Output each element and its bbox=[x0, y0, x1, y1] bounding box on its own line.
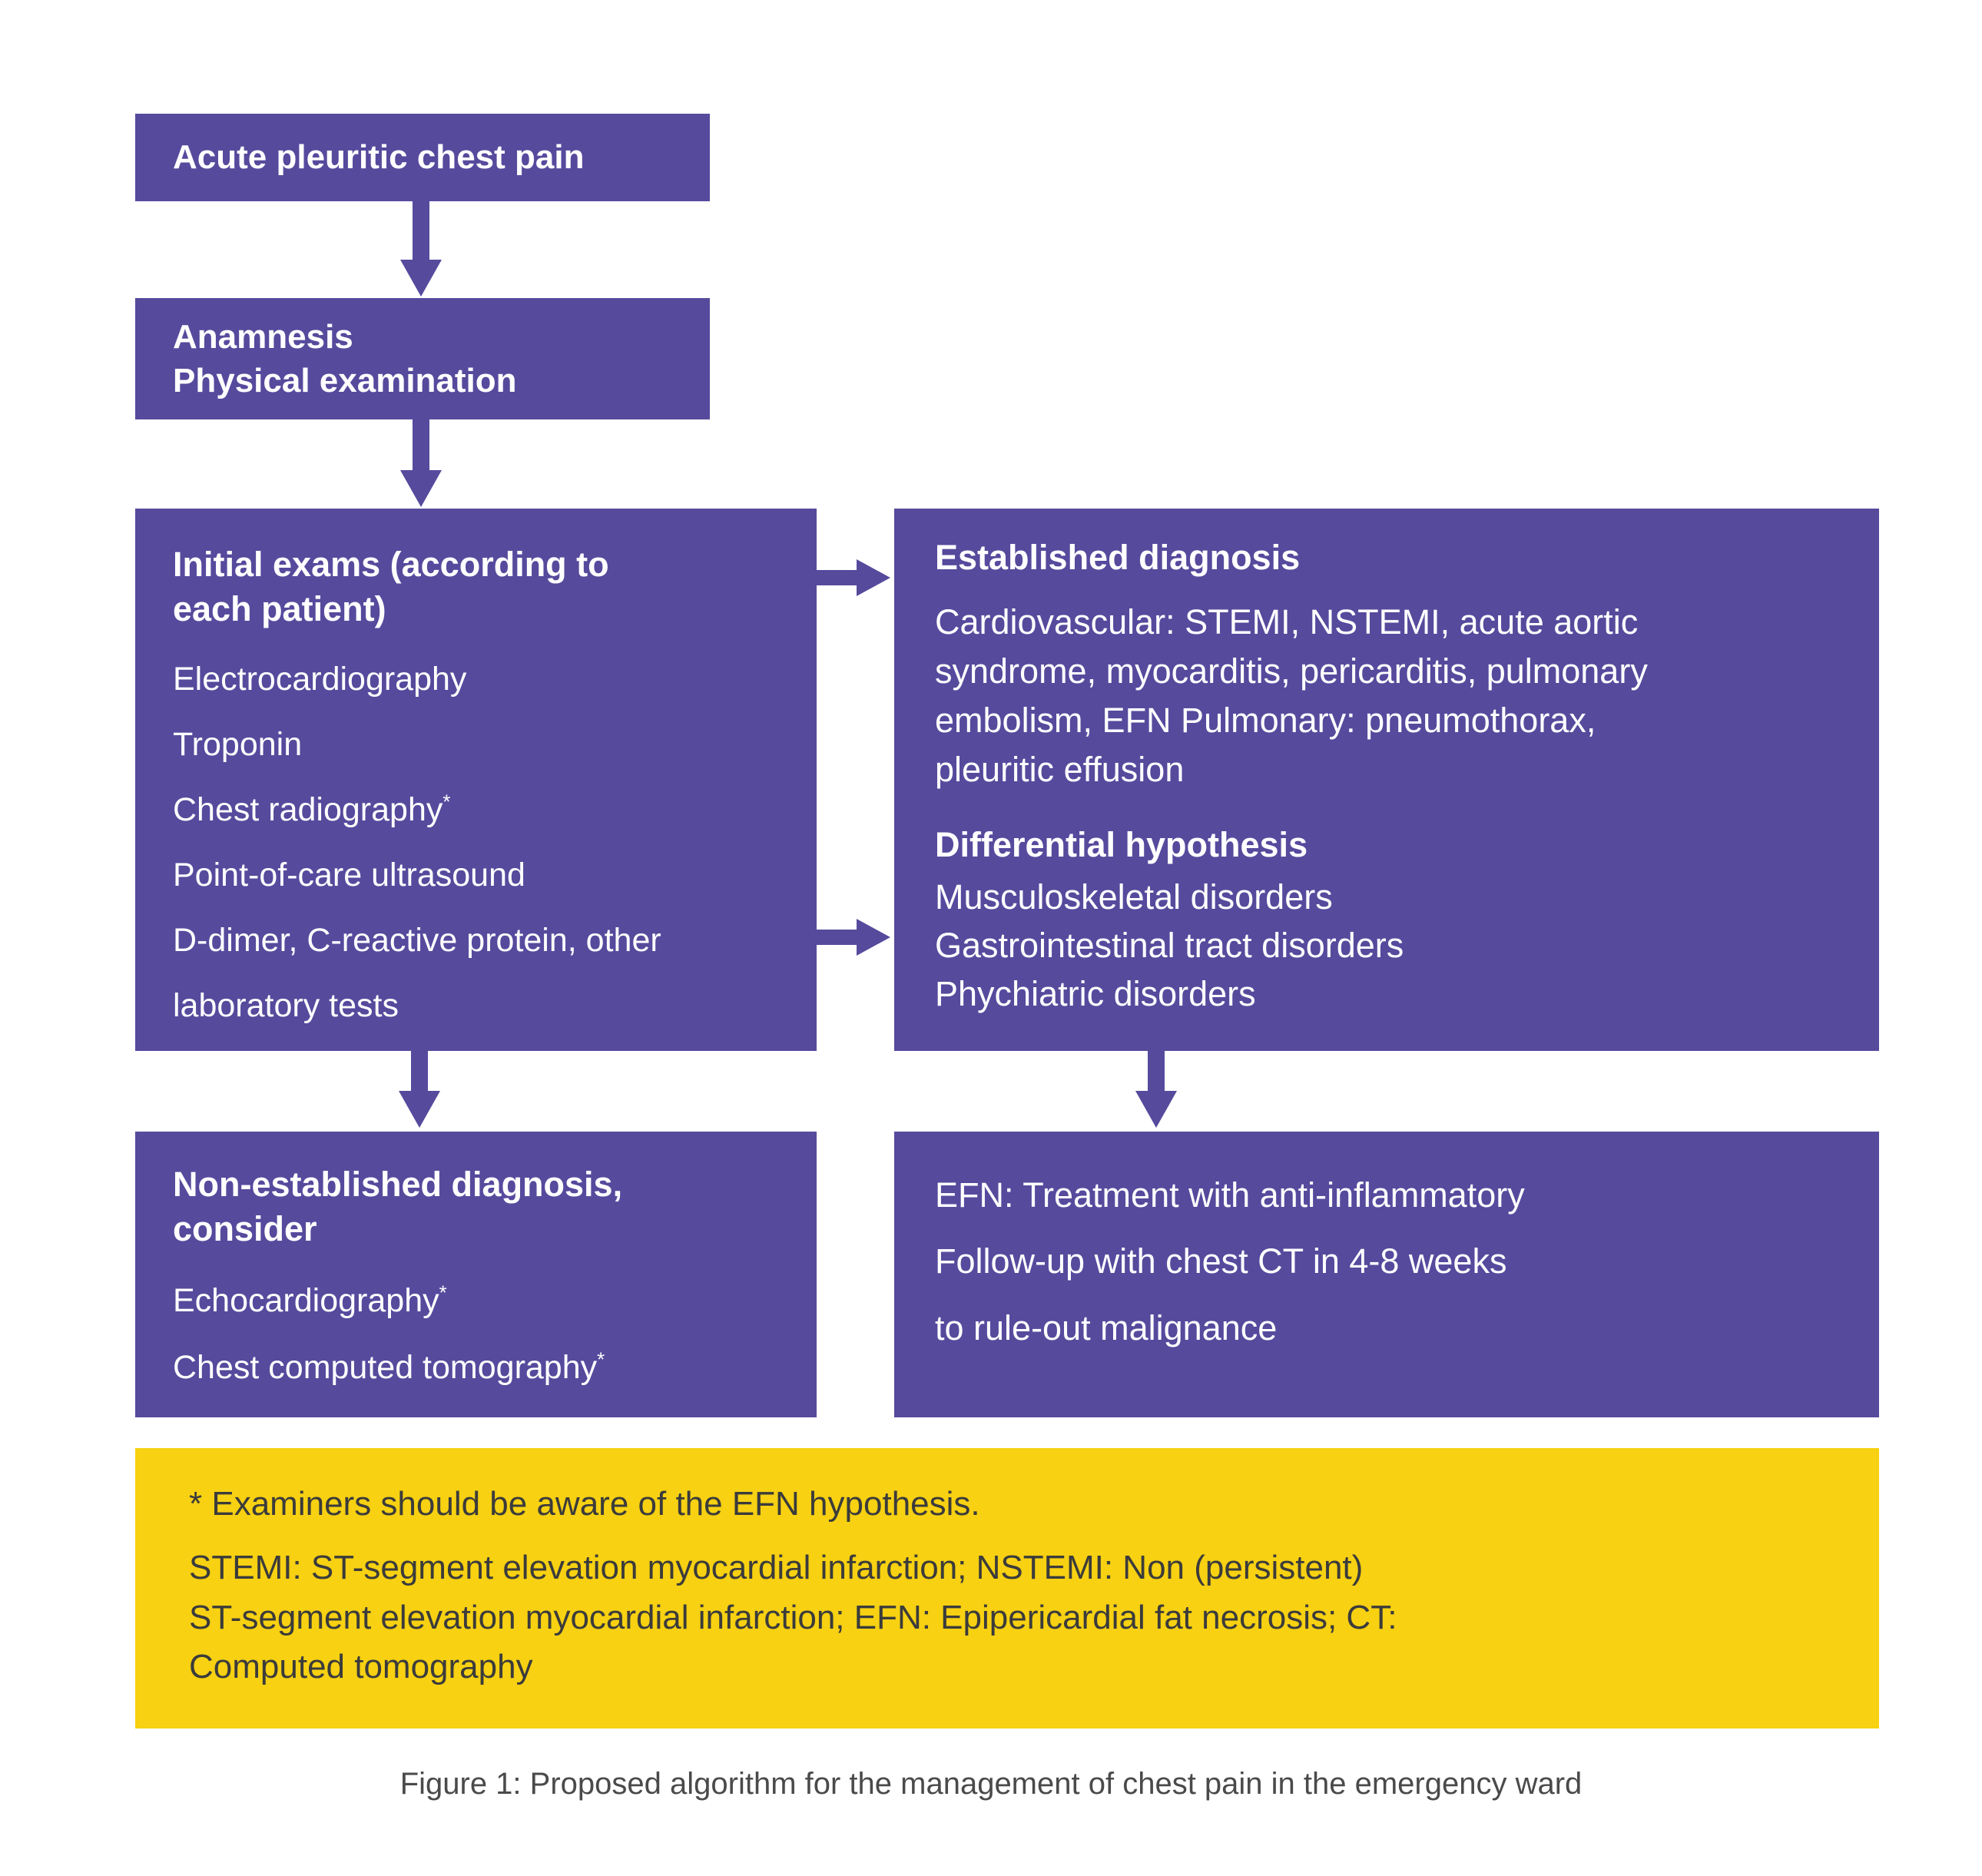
exam-item-pocus: Point-of-care ultrasound bbox=[173, 857, 525, 894]
arrow-head bbox=[400, 470, 442, 507]
exam-item-troponin: Troponin bbox=[173, 726, 303, 764]
differential-item-gastrointestinal: Gastrointestinal tract disorders bbox=[935, 925, 1404, 965]
exam-item-ddimer: D-dimer, C-reactive protein, other bbox=[173, 922, 661, 960]
arrow-stem bbox=[411, 1051, 428, 1091]
footnote-abbreviations: STEMI: ST-segment elevation myocardial infarction; NSTEMI: Non (persistent) ST-segment elevation myocardial infarction; EFN: Epipericardial fat necrosis; CT: Computed tomography bbox=[189, 1549, 1397, 1686]
arrow-head bbox=[857, 559, 890, 596]
arrow-head bbox=[857, 919, 890, 956]
down-arrow-anamnesis-to-exams-icon bbox=[400, 419, 442, 507]
arrow-head bbox=[1135, 1091, 1177, 1128]
differential-item-musculoskeletal: Musculoskeletal disorders bbox=[935, 877, 1333, 916]
consider-item-chest-ct: Chest computed tomography* bbox=[173, 1349, 605, 1387]
differential-heading: Differential hypothesis bbox=[935, 824, 1308, 864]
arrow-stem bbox=[413, 419, 429, 470]
anamnesis-line: Anamnesis bbox=[173, 317, 353, 356]
efn-ruleout-line: to rule-out malignance bbox=[935, 1308, 1278, 1347]
box-efn-treatment bbox=[894, 1132, 1879, 1417]
exam-item-chest-radiography: Chest radiography* bbox=[173, 791, 451, 829]
box-initial-exams bbox=[135, 509, 817, 1051]
arrow-stem bbox=[1148, 1051, 1165, 1091]
box-acute-label: Acute pleuritic chest pain bbox=[173, 138, 585, 176]
box-anamnesis-physical-exam bbox=[135, 298, 710, 419]
down-arrow-established-to-efn-icon bbox=[1135, 1051, 1177, 1128]
box-established-diagnosis bbox=[894, 509, 1879, 1051]
box-non-established-diagnosis bbox=[135, 1132, 817, 1417]
figure-caption: Figure 1: Proposed algorithm for the management of chest pain in the emergency ward bbox=[399, 1767, 1583, 1801]
arrow-stem bbox=[413, 201, 429, 260]
box-acute-pleuritic-chest-pain bbox=[135, 114, 710, 201]
right-arrow-exams-to-established-icon bbox=[817, 559, 890, 596]
arrow-head bbox=[399, 1091, 440, 1128]
exam-item-laboratory-tests: laboratory tests bbox=[173, 987, 399, 1025]
exam-item-electrocardiography: Electrocardiography bbox=[173, 661, 467, 698]
arrow-stem bbox=[817, 930, 857, 945]
consider-item-echocardiography: Echocardiography* bbox=[173, 1282, 447, 1320]
down-arrow-start-to-anamnesis-icon bbox=[400, 201, 442, 297]
efn-followup-line: Follow-up with chest CT in 4-8 weeks bbox=[935, 1241, 1507, 1281]
efn-treatment-line: EFN: Treatment with anti-inflammatory bbox=[935, 1175, 1525, 1215]
down-arrow-exams-to-nonestablished-icon bbox=[399, 1051, 440, 1128]
differential-item-psychiatric: Phychiatric disorders bbox=[935, 973, 1256, 1013]
established-heading: Established diagnosis bbox=[935, 538, 1301, 577]
initial-exams-heading: Initial exams (according to each patient) bbox=[173, 545, 609, 628]
footnote-box bbox=[135, 1448, 1879, 1729]
footnote-asterisk-note: * Examiners should be aware of the EFN hypothesis. bbox=[189, 1485, 980, 1523]
physical-exam-line: Physical examination bbox=[173, 362, 517, 399]
non-established-heading: Non-established diagnosis, consider bbox=[173, 1165, 623, 1248]
arrow-head bbox=[400, 260, 442, 297]
right-arrow-labs-to-differential-icon bbox=[817, 919, 890, 956]
arrow-stem bbox=[817, 570, 857, 585]
established-body: Cardiovascular: STEMI, NSTEMI, acute aortic syndrome, myocarditis, pericarditis, pulmonary embolism, EFN Pulmonary: pneumothorax, pleuritic effusion bbox=[935, 602, 1648, 789]
